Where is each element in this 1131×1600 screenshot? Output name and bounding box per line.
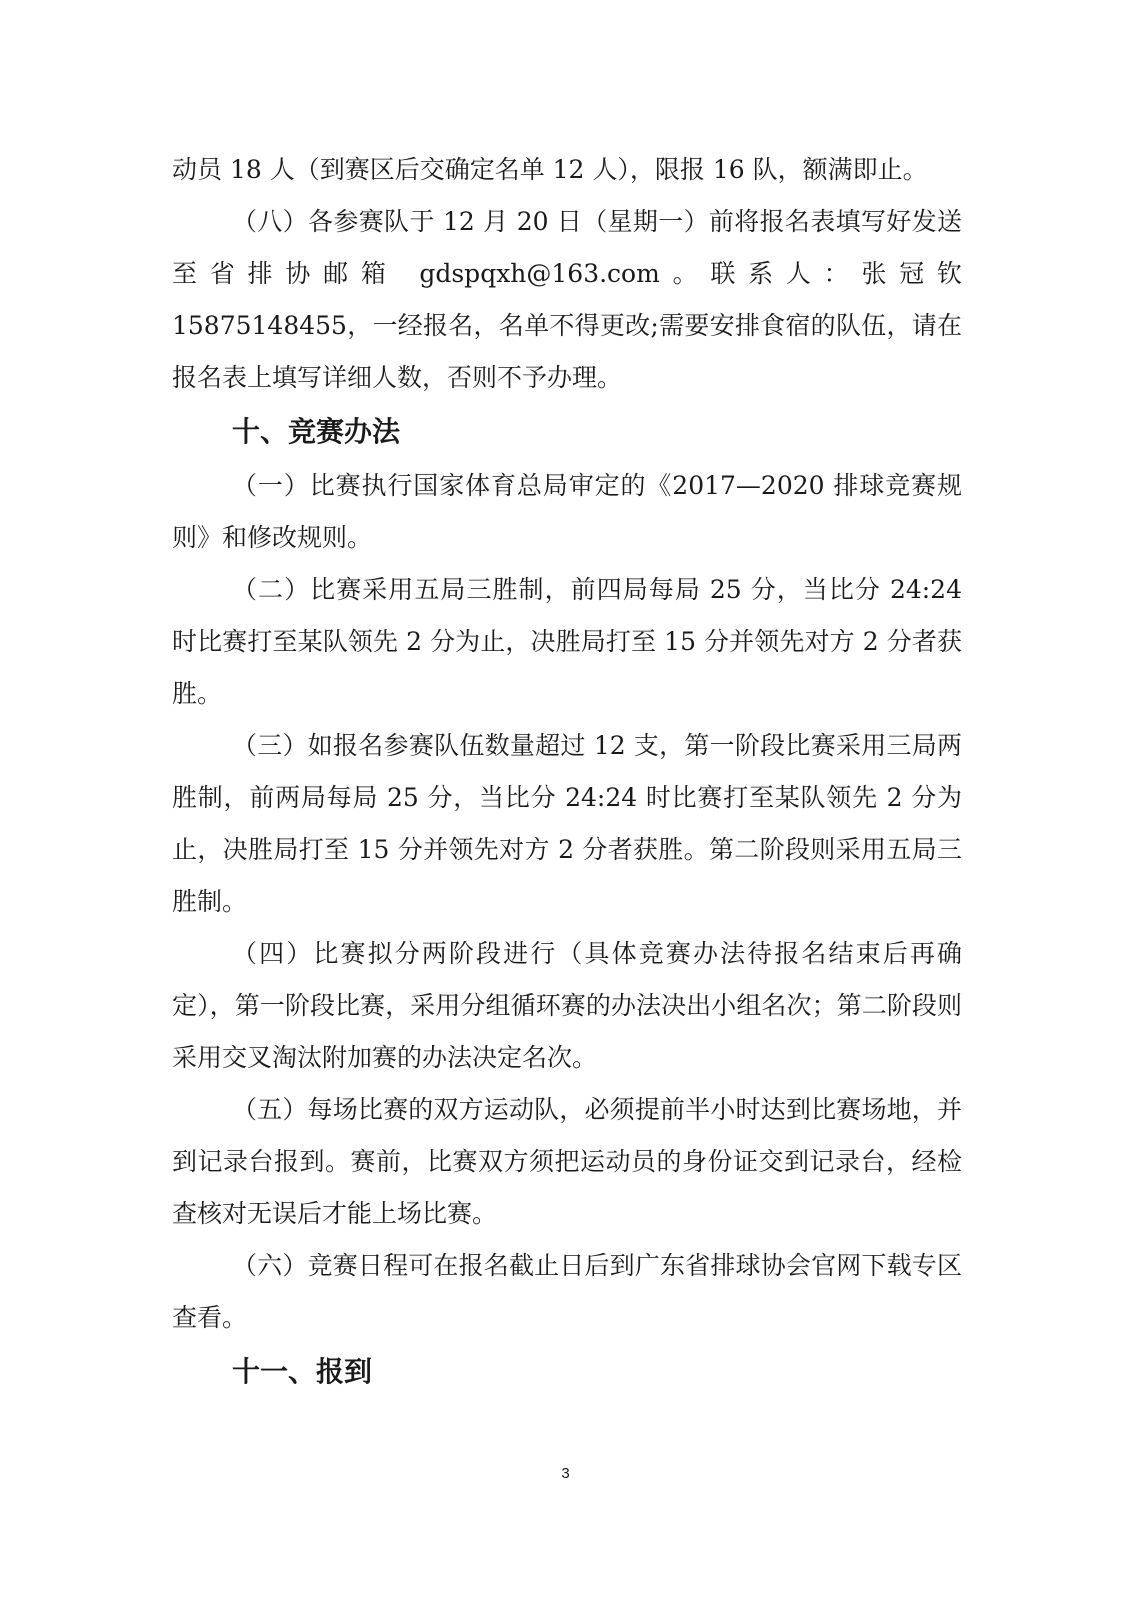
page-body: [172, 144, 962, 1400]
paragraph-rule-6: （六）竞赛日程可在报名截止日后到广东省排球协会官网下载专区查看。: [172, 1251, 962, 1332]
paragraph-rule-3: （三）如报名参赛队伍数量超过 12 支，第一阶段比赛采用三局两胜制，前两局每局 25 分，当比分 24:24 时比赛打至某队领先 2 分为止，决胜局打至 15 分并领先对方 2 分者获胜。第二阶段则采用五局三胜制。: [172, 731, 962, 916]
paragraph-athlete-limit: 动员 18 人（到赛区后交确定名单 12 人），限报 16 队，额满即止。: [172, 155, 928, 184]
page-number: 3: [561, 1465, 570, 1482]
paragraph-rule-2: （二）比赛采用五局三胜制，前四局每局 25 分，当比分 24:24 时比赛打至某队领先 2 分为止，决胜局打至 15 分并领先对方 2 分者获胜。: [172, 575, 962, 708]
paragraph-rule-5: （五）每场比赛的双方运动队，必须提前半小时达到比赛场地，并到记录台报到。赛前，比赛双方须把运动员的身份证交到记录台，经检查核对无误后才能上场比赛。: [172, 1095, 962, 1228]
paragraph-rule-4: （四）比赛拟分两阶段进行（具体竞赛办法待报名结束后再确定），第一阶段比赛，采用分组循环赛的办法决出小组名次；第二阶段则采用交叉淘汰附加赛的办法决定名次。: [172, 939, 962, 1072]
paragraph-rule-1: （一）比赛执行国家体育总局审定的《2017—2020 排球竞赛规则》和修改规则。: [172, 471, 962, 552]
section-heading-competition-rules: 十、竞赛办法: [232, 415, 401, 448]
paragraph-registration-deadline: （八）各参赛队于 12 月 20 日（星期一）前将报名表填写好发送至省排协邮箱 gdspqxh@163.com。联系人：张冠钦 15875148455，一经报名，名单不得更改;需要安排食宿的队伍，请在报名表上填写详细人数，否则不予办理。: [172, 207, 962, 392]
section-heading-check-in: 十一、报到: [232, 1355, 373, 1388]
